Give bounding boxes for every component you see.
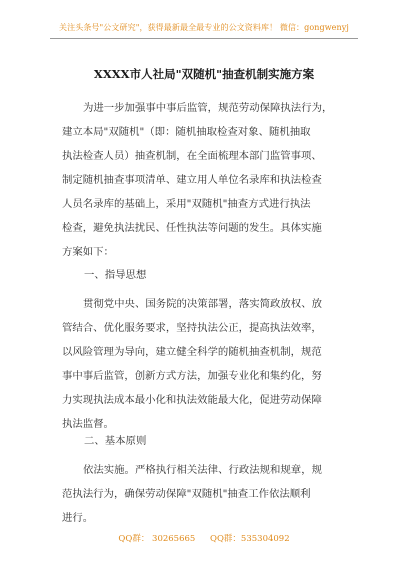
intro-line: 制定随机抽查事项清单、建立用人单位名录库和执法检查 bbox=[62, 174, 322, 186]
section1-line: 以风险管理为导向，建立健全科学的随机抽查机制，规范 bbox=[62, 346, 322, 358]
header-note: 关注头条号"公文研究"，获得最新最全最专业的公文资料库！ 微信：gongwenyj bbox=[59, 23, 349, 32]
intro-paragraph bbox=[62, 96, 350, 264]
intro-line: 执法检查人员）抽查机制，在全面梳理本部门监管事项、 bbox=[62, 150, 322, 162]
section-heading-basic-principles: 二、基本原则 bbox=[84, 435, 147, 447]
section1-line: 执法监督。 bbox=[62, 418, 114, 430]
footer-qq-group-1: QQ群： 30265665 bbox=[118, 534, 196, 544]
intro-line: 建立本局"双随机"（即：随机抽取检查对象、随机抽取 bbox=[62, 126, 311, 138]
header-divider bbox=[50, 38, 358, 39]
intro-line: 检查，避免执法扰民、任性执法等问题的发生。具体实施 bbox=[62, 222, 322, 234]
section2-line: 范执法行为，确保劳动保障"双随机"抽查工作依法顺利 bbox=[62, 488, 311, 500]
document-title: XXXX市人社局"双随机"抽查机制实施方案 bbox=[93, 67, 315, 81]
section1-line: 贯彻党中央、国务院的决策部署，落实简政放权、放 bbox=[83, 298, 322, 310]
section2-line: 进行。 bbox=[62, 512, 94, 524]
section1-line: 力实现执法成本最小化和执法效能最大化，促进劳动保障 bbox=[62, 394, 322, 406]
intro-line: 方案如下： bbox=[62, 246, 114, 258]
section1-paragraph bbox=[62, 292, 350, 436]
footer-qq-groups bbox=[0, 532, 408, 544]
section-heading-guiding-ideology: 一、指导思想 bbox=[84, 269, 147, 281]
section1-line: 管结合、优化服务要求，坚持执法公正，提高执法效率， bbox=[62, 322, 322, 334]
intro-line: 为进一步加强事中事后监管，规范劳动保障执法行为， bbox=[83, 102, 333, 114]
intro-line: 人员名录库的基础上，采用"双随机"抽查方式进行执法 bbox=[62, 198, 311, 210]
footer-qq-group-2: QQ群：535304092 bbox=[210, 534, 290, 544]
section2-line: 依法实施。严格执行相关法律、行政法规和规章，规 bbox=[83, 464, 322, 476]
section1-line: 事中事后监管，创新方式方法，加强专业化和集约化，努 bbox=[62, 370, 322, 382]
section2-paragraph bbox=[62, 458, 350, 530]
